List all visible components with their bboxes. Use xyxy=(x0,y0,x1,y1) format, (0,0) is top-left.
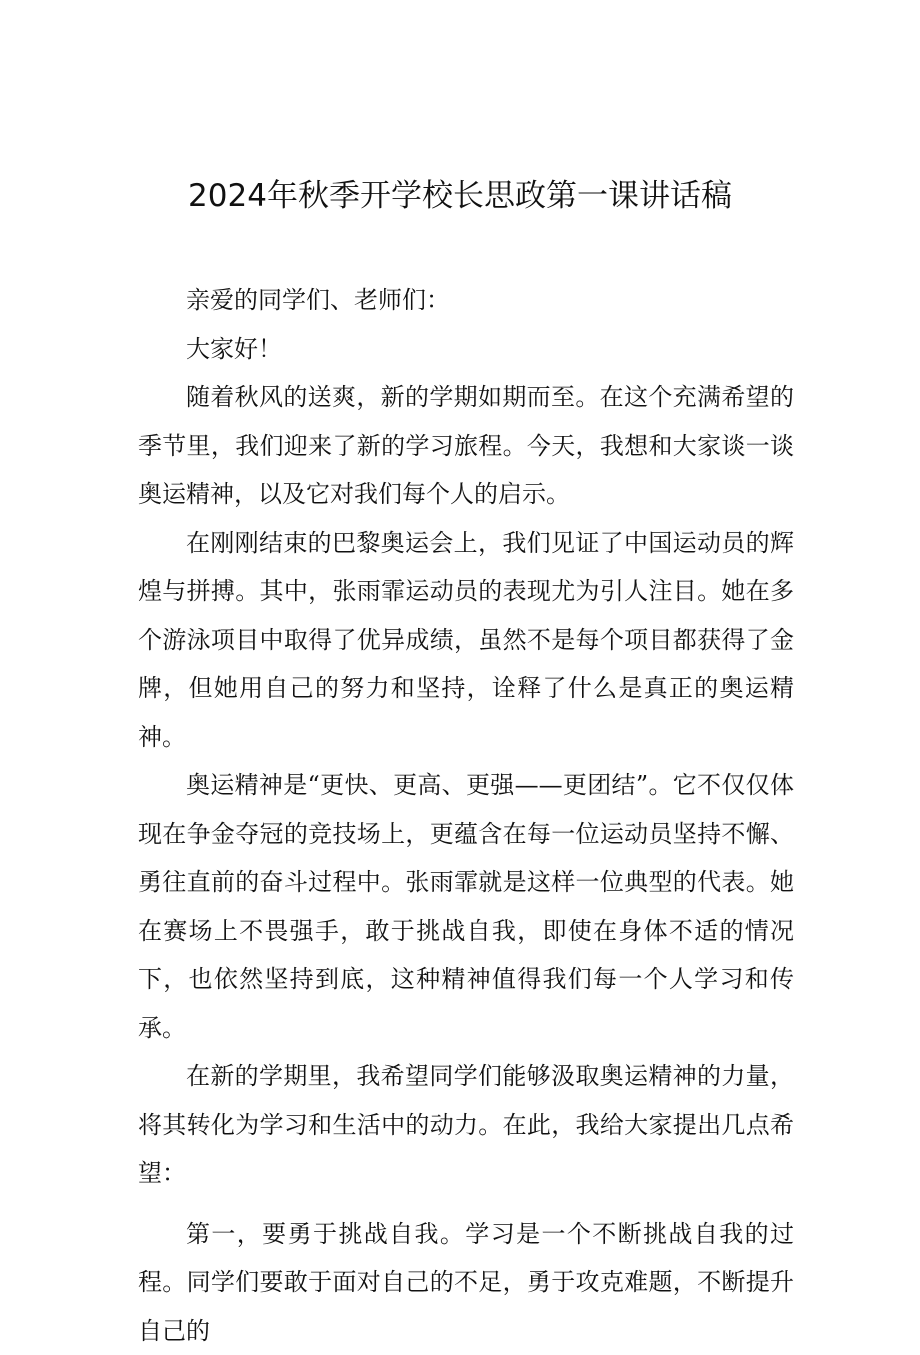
paragraph-intro: 随着秋风的送爽，新的学期如期而至。在这个充满希望的季节里，我们迎来了新的学习旅程。今天，我想和大家谈一谈奥运精神，以及它对我们每个人的启示。 xyxy=(138,373,794,519)
document-body xyxy=(138,276,794,1355)
paragraph-greeting: 亲爱的同学们、老师们： xyxy=(138,276,794,325)
paragraph-first-hope: 第一，要勇于挑战自我。学习是一个不断挑战自我的过程。同学们要敢于面对自己的不足，勇于攻克难题，不断提升自己的 xyxy=(138,1210,794,1355)
paragraph-hopes: 在新的学期里，我希望同学们能够汲取奥运精神的力量，将其转化为学习和生活中的动力。在此，我给大家提出几点希望： xyxy=(138,1052,794,1198)
paragraph-hello: 大家好！ xyxy=(138,325,794,374)
paragraph-olympics: 在刚刚结束的巴黎奥运会上，我们见证了中国运动员的辉煌与拼搏。其中，张雨霏运动员的表现尤为引人注目。她在多个游泳项目中取得了优异成绩，虽然不是每个项目都获得了金牌，但她用自己的努力和坚持，诠释了什么是真正的奥运精神。 xyxy=(138,519,794,762)
document-title: 2024年秋季开学校长思政第一课讲话稿 xyxy=(0,170,920,215)
paragraph-olympic-spirit: 奥运精神是“更快、更高、更强——更团结”。它不仅仅体现在争金夺冠的竞技场上，更蕴含在每一位运动员坚持不懈、勇往直前的奋斗过程中。张雨霏就是这样一位典型的代表。她在赛场上不畏强手，敢于挑战自我，即使在身体不适的情况下，也依然坚持到底，这种精神值得我们每一个人学习和传承。 xyxy=(138,761,794,1052)
